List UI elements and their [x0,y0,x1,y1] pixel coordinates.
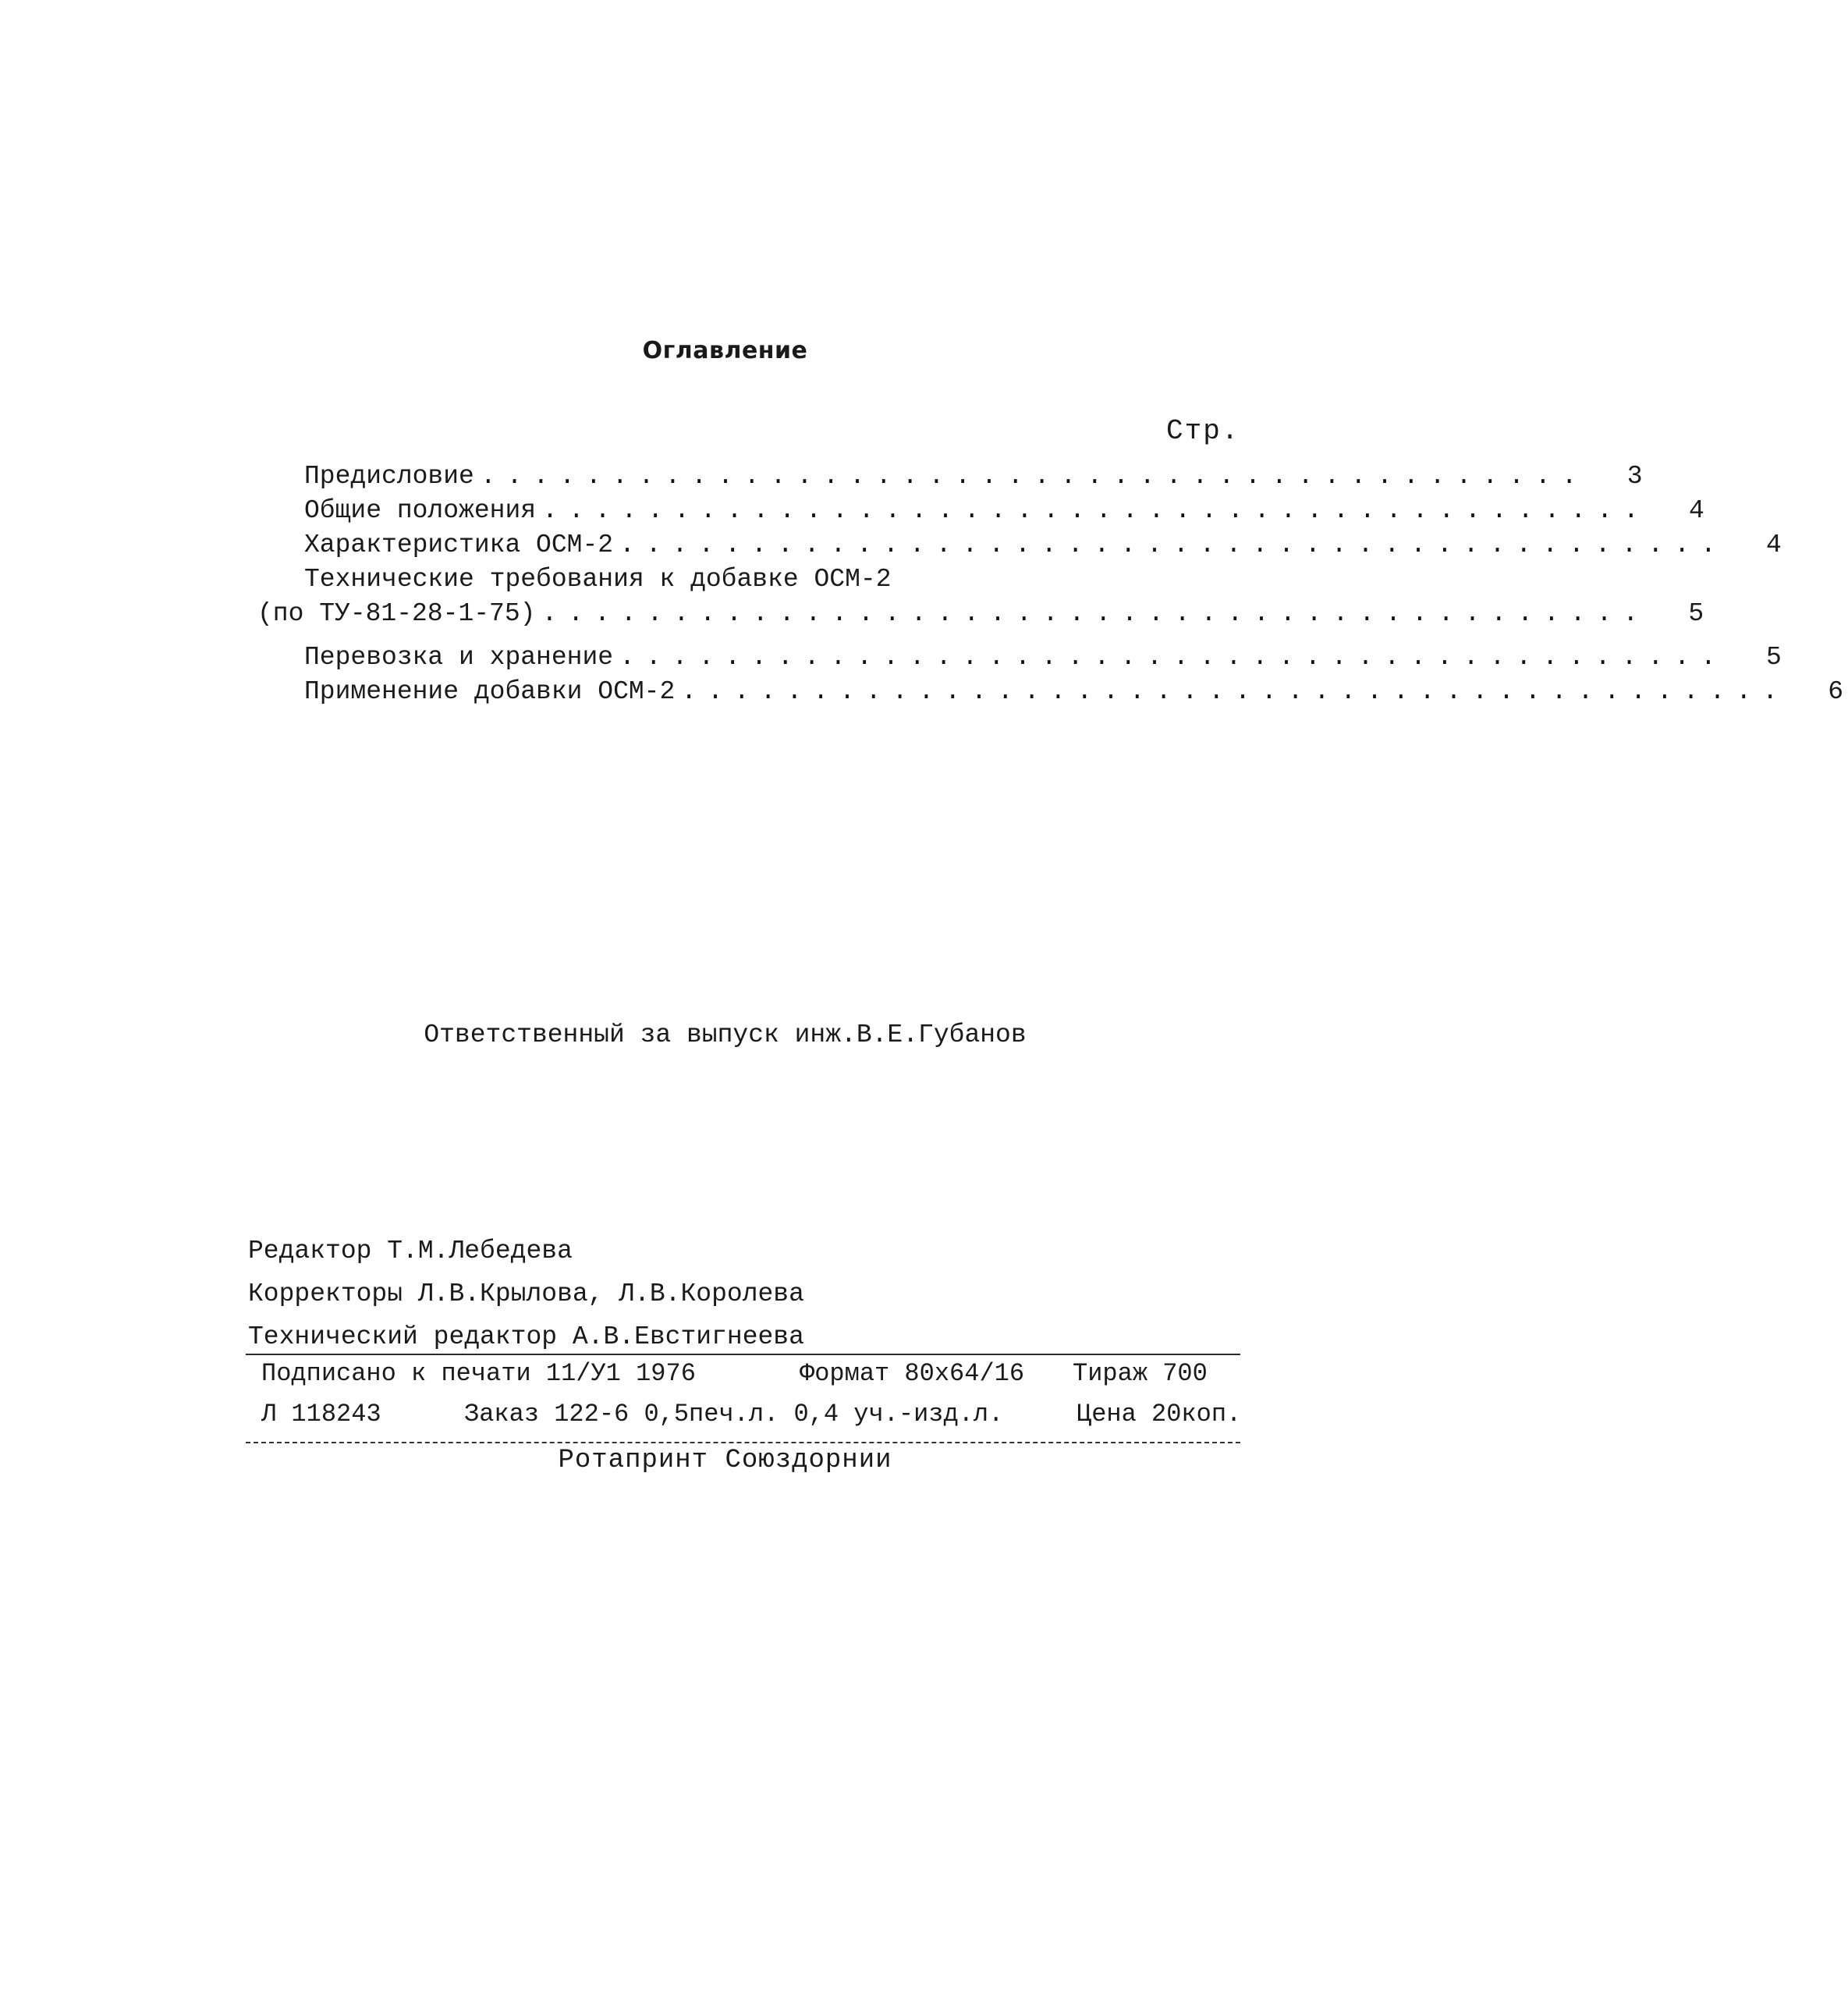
imprint-bottom-rule [246,1442,1240,1443]
imprint-order: Заказ 122-6 0,5печ.л. 0,4 уч.-изд.л. [464,1400,1004,1429]
imprint-row-2 [261,1400,1244,1440]
imprint-signed: Подписано к печати 11/У1 1976 [261,1359,696,1388]
toc-leader-dots: .......................................... [541,599,1650,628]
imprint-format: Формат 80х64/16 [800,1359,1025,1388]
toc-entry-label: Технические требования к добавке ОСМ-2 [304,565,892,594]
credit-editor: Редактор Т.М.Лебедева [248,1237,573,1265]
page-column-header: Стр. [1166,415,1240,447]
toc-entry-application [304,677,1844,712]
credit-tech-editor: Технический редактор А.В.Евстигнеева [248,1322,804,1351]
toc-entry-page: 3 [1626,462,1643,491]
toc-entry-page: 4 [1766,531,1782,559]
toc-entry-label: Перевозка и хранение [304,643,614,672]
toc-leader-dots: .......................................... [619,531,1727,559]
toc-entry-label: Предисловие [304,462,474,491]
toc-entry-requirements-line2 [257,599,1704,634]
toc-leader-dots: .......................................... [480,462,1588,491]
imprint-block [261,1359,1244,1440]
toc-entry-label: Применение добавки ОСМ-2 [304,677,676,706]
toc-entry-page: 5 [1688,599,1704,628]
toc-entry-label: (по ТУ-81-28-1-75) [257,599,536,628]
toc-entry-label: Характеристика ОСМ-2 [304,531,614,559]
toc-entry-page: 4 [1689,496,1704,525]
responsible-person: Ответственный за выпуск инж.В.Е.Губанов [424,1020,1027,1049]
imprint-run: Тираж 700 [1073,1359,1208,1388]
toc-leader-dots: .......................................... [542,496,1650,525]
imprint-price: Цена 20коп. [1077,1400,1242,1429]
toc-leader-dots: .......................................... [619,643,1727,672]
toc-entry-transport [304,643,1782,677]
toc-entry-preface [304,462,1643,496]
toc-entry-general [304,496,1704,531]
toc-entry-page: 5 [1766,643,1782,672]
imprint-top-rule [246,1354,1240,1355]
toc-entry-page: 6 [1828,677,1844,706]
toc-entry-requirements-line1 [304,565,1248,599]
toc-entry-label: Общие положения [304,496,537,525]
printer-name: Ротапринт Союздорнии [558,1446,892,1475]
toc-entry-characteristics [304,531,1782,565]
credit-correctors: Корректоры Л.В.Крылова, Л.В.Королева [248,1280,804,1308]
toc-leader-dots: .......................................... [681,677,1789,706]
toc-title: Оглавление [642,337,808,364]
credits [248,1237,1262,1365]
imprint-license: Л 118243 [261,1400,381,1429]
imprint-row-1 [261,1359,1244,1400]
